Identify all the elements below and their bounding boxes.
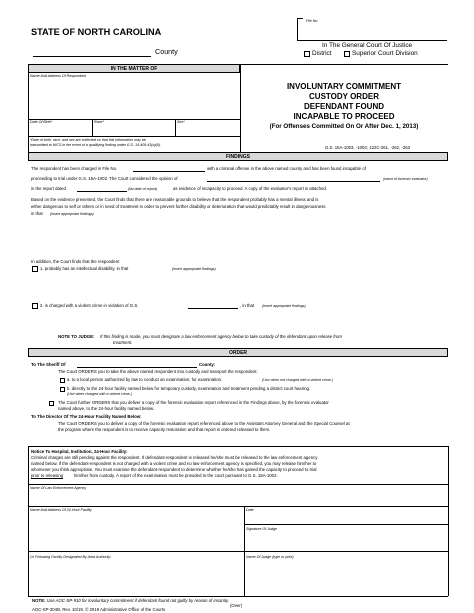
footer-note-text: Use AOC-SP-910 for involuntary commitment if defendant found not guilty by reason of insanity. — [47, 598, 229, 603]
signatures-bottom — [28, 596, 448, 597]
nics-footnote-2: transmitted to NICS in the event of a qualifying finding under G.S. 14-409.43(a)(5). — [30, 142, 162, 147]
item-2-in-that: , in that — [240, 303, 255, 308]
form-title-line-4: INCAPABLE TO PROCEED — [293, 112, 395, 121]
item-2-checkbox[interactable] — [32, 303, 38, 309]
director-title: To The Director Of The 24-Hour Facility Named Below: — [31, 414, 142, 419]
dob-field[interactable] — [30, 125, 90, 135]
file-no-corner-top — [297, 18, 303, 19]
superior-court-label: Superior Court Division — [352, 50, 418, 57]
findings-p5: either dangerous to self or others or in need of treatment in order to prevent further disability or deterioration that would predictably result in dangerousness — [31, 204, 326, 209]
county-label: County — [155, 47, 178, 56]
item-2-field[interactable] — [40, 310, 445, 332]
county-field[interactable] — [33, 56, 151, 57]
le-agency-label: Name Of Law Enforcement Agency — [30, 486, 87, 490]
findings-p2a: proceeding to trial under G.S. 15A-1002. The Court considered the opinion of — [31, 176, 178, 181]
findings-header: FINDINGS — [28, 152, 448, 161]
option-c-checkbox[interactable] — [49, 401, 54, 406]
matter-left-border — [28, 64, 29, 152]
date-label: Date — [246, 508, 254, 512]
judge-name-top — [244, 551, 448, 552]
nics-footnote-1: *Date of birth, race, and sex are collected so that this information may be — [30, 138, 146, 142]
superior-court-checkbox[interactable] — [344, 51, 350, 57]
findings-p3a: in the report dated — [31, 186, 66, 191]
option-b-hint: (Use when charged with a violent crime.) — [67, 391, 132, 396]
file-no-label: File No. — [306, 19, 319, 23]
option-a-checkbox[interactable] — [60, 378, 65, 383]
le-agency-field[interactable] — [30, 492, 445, 504]
following-facility-label: Or Following Facility Designated By Area Authority: — [30, 555, 112, 559]
notice-line-2: named below. If the defendant-respondent is not charged with a violent crime and no law enforcement agency is specified, you may release him/her to — [31, 461, 317, 466]
form-title-line-1: INVOLUNTARY COMMITMENT — [286, 82, 402, 91]
form-title-line-3: DEFENDANT FOUND — [304, 102, 384, 111]
report-date-hint: (list date of report) — [128, 187, 158, 191]
dob-label: Date Of Birth* — [30, 120, 53, 124]
notice-line-4b: him/her from custody. A report of the examination must be provided to the court pursuant to G.S. 15A-1002. — [74, 473, 278, 478]
respondent-name-field[interactable] — [30, 80, 238, 118]
date-field[interactable] — [246, 514, 445, 522]
notice-title: Notice To Hospital, Institution, 24-Hour Facility: — [31, 449, 128, 454]
notice-line-3: whomever you think appropriate. You must examine the defendant-respondent to determine whether he/she has gained the capacity to proceed to trial — [31, 467, 317, 472]
findings-p6b: (insert appropriate findings) — [50, 211, 94, 216]
item-1-checkbox[interactable] — [32, 266, 38, 272]
footer-note-label: NOTE: — [32, 598, 46, 603]
sheriff-county-field[interactable] — [77, 367, 197, 368]
report-date-field[interactable] — [77, 191, 127, 192]
director-line-2: the program where the respondent is to receive capacity restoration and that report is ordered released to them. — [58, 427, 271, 432]
race-sex-divider — [175, 119, 176, 136]
order-header: ORDER — [28, 348, 448, 357]
facility-top — [28, 506, 448, 507]
findings-file-no-field[interactable] — [133, 171, 205, 172]
director-line-1: The Court ORDERS you to deliver a copy of the forensic evaluation report referenced above to the Assistant Attorney General and the Special Counsel at — [58, 421, 350, 426]
forensic-evaluator-hint: (name of forensic evaluator) — [383, 177, 428, 181]
option-b-checkbox[interactable] — [60, 387, 65, 392]
statute-reference: G.S. 15A-1003, -1004; 122C-261, -262, -263 — [325, 145, 411, 150]
statute-field[interactable] — [188, 308, 238, 309]
notice-line-4a: prior to releasing — [31, 473, 64, 478]
judge-name-label: Name Of Judge (type or print) — [246, 555, 294, 559]
judge-signature-field[interactable] — [246, 533, 445, 549]
respondent-name-label: Name And Address Of Respondent — [30, 74, 87, 78]
form-title-line-5: (For Offenses Committed On Or After Dec. 1, 2013) — [269, 123, 419, 130]
option-a-label: a. to a local person authorized by law to conduct an examination, for examination. — [67, 377, 223, 382]
race-field[interactable] — [94, 125, 173, 135]
form-id: AOC-SP-304B, Rev. 10/19, © 2019 Administrative Office of the Courts — [32, 607, 166, 612]
note-to-judge-label: NOTE TO JUDGE: — [58, 334, 95, 339]
facility-label: Name And Address Of 24-Hour Facility — [30, 508, 92, 512]
form-title-line-2: CUSTODY ORDER — [309, 92, 379, 101]
following-top — [28, 551, 244, 552]
option-c-line-2: named above, to the 24-hour facility named below. — [58, 406, 155, 411]
signature-label: Signature Of Judge — [246, 527, 277, 531]
facility-field[interactable] — [30, 514, 242, 550]
following-facility-field[interactable] — [30, 561, 242, 594]
sheriff-county-label: County: — [199, 362, 216, 367]
sex-label: Sex* — [177, 120, 185, 124]
file-no-corner — [297, 18, 298, 40]
option-b-label: b. directly to the 24-hour facility named below for temporary custody, examination and treatment pending a district court hearing. — [67, 386, 311, 391]
item-1-hint: (insert appropriate findings) — [172, 266, 216, 271]
matter-divider-2 — [28, 136, 240, 137]
notice-line-1: Criminal charges are still pending against the respondent. If defendant-respondent is released he/she must be released to the law enforcement agency — [31, 455, 318, 460]
matter-header: IN THE MATTER OF — [28, 64, 240, 73]
date-bottom — [244, 524, 448, 525]
district-label: District — [312, 50, 332, 57]
findings-p7: In addition, the Court finds that the respondent — [31, 259, 120, 264]
matter-divider-1 — [28, 119, 240, 120]
item-2-label: 2. is charged with a violent crime in violation of G.S. — [40, 303, 139, 308]
findings-p3c: as evidence of incapacity to proceed. A copy of the evaluator's report is attached. — [173, 186, 327, 191]
item-1-label: 1. probably has an intellectual disability, in that — [40, 266, 129, 271]
findings-dangerousness-field[interactable] — [31, 218, 445, 254]
option-a-hint: (Use when not charged with a violent crime.) — [262, 377, 333, 382]
sheriff-label: To The Sheriff Of — [31, 362, 66, 367]
court-title: In The General Court Of Justice — [322, 42, 413, 49]
notice-top-border — [28, 446, 448, 447]
findings-p1a: The respondent has been charged in File No. — [31, 166, 118, 171]
forensic-evaluator-field[interactable] — [207, 181, 380, 182]
findings-p1b: with a criminal offense in the above named county and has been found incapable of — [207, 166, 366, 171]
le-agency-top — [28, 484, 448, 485]
file-no-field[interactable] — [304, 17, 444, 39]
note-to-judge-text: If this finding is made, you must designate a law enforcement agency below to take custody of the defendant upon release from — [100, 334, 342, 339]
notice-right-border — [448, 446, 449, 596]
file-no-underline — [297, 40, 447, 41]
over-label: (Over) — [230, 603, 243, 608]
findings-p6a: in that — [31, 211, 43, 216]
item-2-hint: (insert appropriate findings) — [262, 303, 306, 308]
option-c-line-1: The Court further ORDERS that you deliver a copy of the forensic evaluation report referenced in the Findings above, by the forensic evaluator — [58, 400, 329, 405]
item-1-field[interactable] — [40, 273, 445, 297]
judge-name-field[interactable] — [246, 561, 445, 594]
sex-field[interactable] — [177, 125, 238, 135]
state-title: STATE OF NORTH CAROLINA — [31, 27, 162, 37]
district-checkbox[interactable] — [304, 51, 310, 57]
findings-p4: Based on the evidence presented, the Court finds that there are reasonable grounds to believe that the respondent probably has a mental illness and is — [31, 197, 319, 202]
race-label: Race* — [94, 120, 104, 124]
sheriff-order-text: The Court ORDERS you to take the above named respondent into custody and transport the respondent: — [58, 369, 258, 374]
notice-left-border — [28, 446, 29, 596]
note-to-judge-text-2: treatment. — [113, 340, 133, 345]
dob-race-divider — [92, 119, 93, 136]
